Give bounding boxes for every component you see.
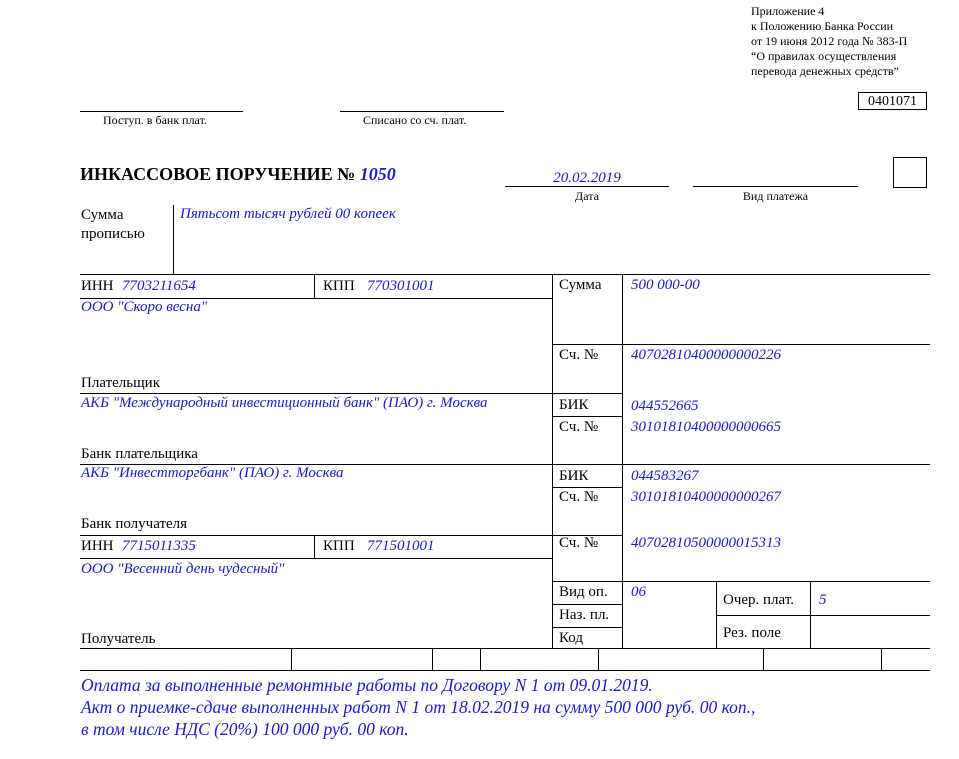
payment-purpose [81, 674, 755, 740]
payee-account: 40702810500000015313 [631, 535, 781, 551]
strip-line [291, 648, 292, 670]
col-line [716, 581, 717, 648]
priority-value: 5 [819, 592, 827, 608]
amount-words-value: Пятьсот тысяч рублей 00 копеек [180, 206, 396, 222]
payee-label: Получатель [81, 631, 156, 647]
code-label: Код [559, 630, 583, 646]
payer-bik: 044552665 [631, 398, 699, 414]
payer-corr-label: Сч. № [559, 419, 599, 435]
payee-kpp-label: КПП [323, 538, 355, 554]
row-line [80, 670, 930, 671]
purpose-line: Акт о приемке-сдаче выполненных работ N 1 от 18.02.2019 на сумму 500 000 руб. 00 коп., [81, 697, 756, 717]
payee-name: ООО "Весенний день чудесный" [81, 561, 285, 577]
payee-kpp: 771501001 [367, 538, 435, 554]
debited-line [340, 111, 504, 112]
payee-bik: 044583267 [631, 468, 699, 484]
sum-label: Сумма [559, 277, 602, 293]
payment-type-line [693, 186, 858, 187]
purpose-line: Оплата за выполненные ремонтные работы по Договору N 1 от 09.01.2019. [81, 675, 653, 695]
date-label: Дата [575, 189, 599, 203]
strip-line [881, 648, 882, 670]
strip-line [432, 648, 433, 670]
appendix-line: “О правилах осуществления [751, 49, 897, 63]
row-line [552, 416, 622, 417]
payer-account: 40702810400000000226 [631, 347, 781, 363]
payer-label: Плательщик [81, 375, 160, 391]
payer-kpp-label: КПП [323, 278, 355, 294]
payee-bank-name: АКБ "Инвестторгбанк" (ПАО) г. Москва [81, 465, 344, 481]
row-line [716, 615, 930, 616]
payer-name: ООО "Скоро весна" [81, 299, 208, 315]
purpose-line: в том числе НДС (20%) 100 000 руб. 00 коп. [81, 719, 409, 739]
strip-line [480, 648, 481, 670]
op-type-value: 06 [631, 584, 646, 600]
appendix-line: к Положению Банка России [751, 19, 894, 33]
amount-words-label [81, 206, 145, 244]
purpose-code-label: Наз. пл. [559, 607, 610, 623]
row-line [80, 274, 930, 275]
reserve-label: Рез. поле [723, 625, 781, 641]
appendix-line: Приложение 4 [751, 4, 825, 18]
document-title [80, 164, 396, 185]
payee-bank-label: Банк получателя [81, 516, 188, 532]
status-box [893, 157, 927, 188]
row-line [552, 344, 930, 345]
appendix-note [751, 4, 907, 79]
payee-corr-account: 30101810400000000267 [631, 489, 781, 505]
payer-bank-name: АКБ "Международный инвестиционный банк" (ПАО) г. Москва [81, 395, 488, 411]
received-label: Поступ. в банк плат. [103, 113, 207, 127]
row-line [80, 535, 622, 536]
form-code: 0401071 [868, 94, 917, 109]
row-line [80, 558, 552, 559]
payee-account-label: Сч. № [559, 535, 599, 551]
payer-corr-account: 30101810400000000665 [631, 419, 781, 435]
payer-inn-label: ИНН [81, 278, 114, 294]
col-line [314, 274, 315, 298]
date-line [505, 186, 669, 187]
col-line [622, 274, 623, 648]
payee-corr-label: Сч. № [559, 489, 599, 505]
payer-inn: 7703211654 [122, 278, 196, 294]
row-line [80, 648, 930, 649]
row-line [552, 487, 622, 488]
form-code-box [858, 92, 927, 110]
strip-line [763, 648, 764, 670]
received-line [80, 111, 243, 112]
payee-bik-label: БИК [559, 468, 589, 484]
document-number: 1050 [359, 164, 396, 184]
payment-type-label: Вид платежа [742, 189, 809, 203]
payer-bank-label: Банк плательщика [81, 446, 198, 462]
title-text: ИНКАССОВОЕ ПОРУЧЕНИЕ № [80, 164, 356, 184]
appendix-line: перевода денежных средств” [751, 64, 899, 78]
payer-kpp: 770301001 [367, 278, 435, 294]
col-line [552, 274, 553, 648]
row-line [80, 393, 552, 394]
col-line [810, 581, 811, 648]
sum-value: 500 000-00 [631, 277, 700, 293]
op-type-label: Вид оп. [559, 584, 608, 600]
amount-words-divider [173, 205, 174, 274]
amount-words-label-1: Сумма [81, 207, 124, 223]
payer-account-label: Сч. № [559, 347, 599, 363]
payee-inn-label: ИНН [81, 538, 114, 554]
priority-label: Очер. плат. [723, 592, 794, 608]
row-line [552, 393, 622, 394]
appendix-line: от 19 июня 2012 года № 383-П [751, 34, 908, 48]
debited-label: Списано со сч. плат. [363, 113, 467, 127]
amount-words-label-2: прописью [81, 226, 145, 242]
payee-inn: 7715011335 [122, 538, 196, 554]
col-line [314, 535, 315, 558]
payer-bik-label: БИК [559, 397, 589, 413]
strip-line [598, 648, 599, 670]
row-line [552, 627, 622, 628]
row-line [552, 581, 930, 582]
document-date: 20.02.2019 [553, 170, 621, 186]
row-line [552, 604, 622, 605]
